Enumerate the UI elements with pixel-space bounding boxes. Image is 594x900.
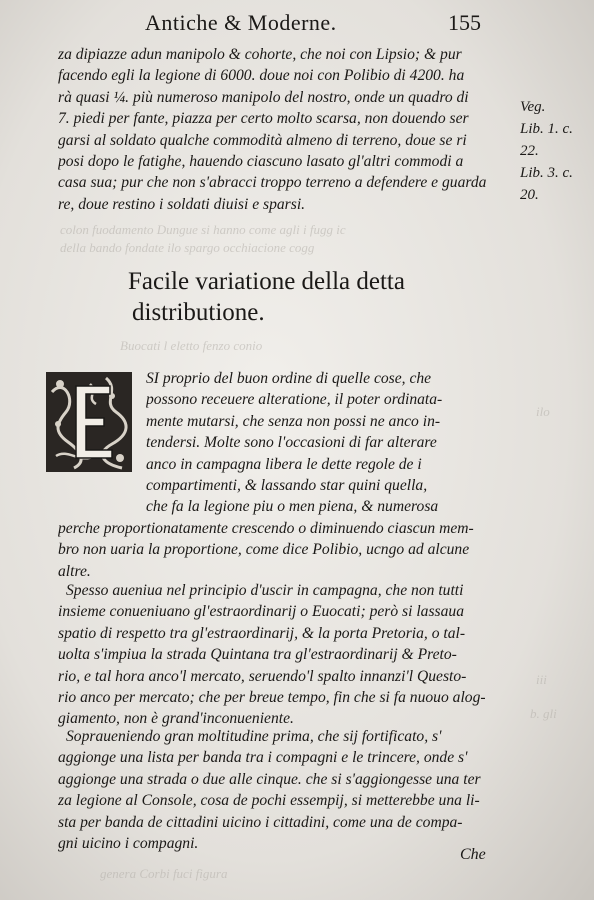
decorated-initial-icon	[46, 372, 132, 472]
show-through-bleed: b. gli	[530, 706, 557, 721]
catchword: Che	[460, 846, 486, 863]
text-line: Sopraueniendo gran moltitudine prima, che sij fortificato, s'	[66, 728, 442, 745]
marginal-line: Lib. 3. c.	[520, 165, 573, 181]
text-line: possono receuere alteratione, il poter ordinata-	[146, 391, 443, 409]
text-line: Spesso aueniua nel principio d'uscir in campagna, che non tutti	[66, 582, 464, 599]
paragraph-3	[58, 726, 510, 854]
marginal-line: 22.	[520, 143, 539, 159]
text-line: gni uicino i compagni.	[58, 835, 199, 853]
text-line: garsi al soldato qualche commodità almeno di terreno, doue se ri	[58, 131, 467, 149]
text-line: altre.	[58, 562, 91, 580]
page-number: 155	[448, 10, 481, 35]
text-line: rio, e tal hora anco'l mercato, seruendo'l spalto innanzi'l Questo-	[58, 667, 467, 685]
text-line: rio anco per mercato; che per breue tempo, fin che si fa nuouo alog-	[58, 689, 486, 707]
page-header	[0, 4, 594, 44]
text-line: za legione al Console, cosa de pochi essempij, si metterebbe una li-	[58, 792, 480, 810]
marginal-line: Veg.	[520, 99, 546, 115]
text-line: rà quasi ¼. più numeroso manipolo del nostro, onde un quadro di	[58, 88, 469, 106]
text-line: tendersi. Molte sono l'occasioni di far alterare	[146, 434, 437, 452]
text-line: mente mutarsi, che senza non possi ne anco in-	[146, 412, 441, 430]
marginal-note	[520, 96, 592, 206]
show-through-bleed: ilo	[536, 404, 550, 419]
top-paragraph	[58, 44, 510, 215]
text-line: bro non uaria la proportione, come dice Polibio, ucngo ad alcune	[58, 541, 470, 559]
paragraph-1-indented	[146, 368, 516, 518]
text-line: posi dopo le fatighe, hauendo ciascuno lasato gl'altri commodi a	[58, 153, 464, 171]
text-line: casa sua; pur che non s'abracci troppo terreno a defendere e guarda	[58, 174, 487, 192]
text-line: uolta s'impiua la strada Quintana tra gl'estraordinarij & Preto-	[58, 646, 457, 664]
text-line: za dipiazze adun manipolo & cohorte, che noi con Lipsio; & pur	[58, 46, 462, 63]
text-line: re, doue restino i soldati diuisi e sparsi.	[58, 195, 306, 213]
text-line: compartimenti, & lassando star quini quella,	[146, 477, 428, 495]
marginal-line: Lib. 1. c.	[520, 121, 573, 137]
show-through-bleed: colon fuodamento Dungue si hanno come agli i fugg ic	[60, 222, 346, 237]
section-heading-line: distributione.	[132, 299, 265, 326]
text-line: anco in campagna libera le dette regole de i	[146, 455, 422, 473]
text-line: 7. piedi per fante, piazza per certo molto scarsa, non douendo ser	[58, 110, 469, 128]
text-line: sta per banda de cittadini uicino i cittadini, come una de compa-	[58, 813, 463, 831]
paragraph-2	[58, 580, 510, 730]
show-through-bleed: iii	[536, 672, 547, 687]
paragraph-1	[58, 518, 510, 582]
show-through-bleed: genera Corbi fuci figura	[100, 866, 228, 881]
text-line: insieme conueniuano gl'estraordinarij o Euocati; però si lassaua	[58, 603, 465, 621]
text-line: facendo egli la legione di 6000. doue noi con Polibio di 4200. ha	[58, 67, 465, 85]
section-heading-line: Facile variatione della detta	[128, 268, 405, 295]
show-through-bleed: Buocati l eletto fenzo conio	[120, 338, 263, 353]
show-through-bleed: della bando fondate ilo spargo occhiacione cogg	[60, 240, 315, 255]
text-line: che fa la legione piu o men piena, & numerosa	[146, 498, 439, 516]
text-line: spatio di respetto tra gl'estraordinarij, & la porta Pretoria, o tal-	[58, 624, 466, 642]
text-line: SI proprio del buon ordine di quelle cose, che	[146, 370, 432, 387]
marginal-line: 20.	[520, 187, 539, 203]
text-line: aggionge una lista per banda tra i compagni e le trincere, onde s'	[58, 749, 468, 767]
text-line: giamento, non è grand'inconueniente.	[58, 710, 294, 728]
section-heading	[128, 266, 488, 328]
text-line: aggionge una strada o due alle cinque. che si s'aggiongesse una ter	[58, 770, 481, 788]
text-line: perche proportionatamente crescendo o diminuendo ciascun mem-	[58, 520, 474, 537]
running-head: Antiche & Moderne.	[145, 10, 337, 35]
